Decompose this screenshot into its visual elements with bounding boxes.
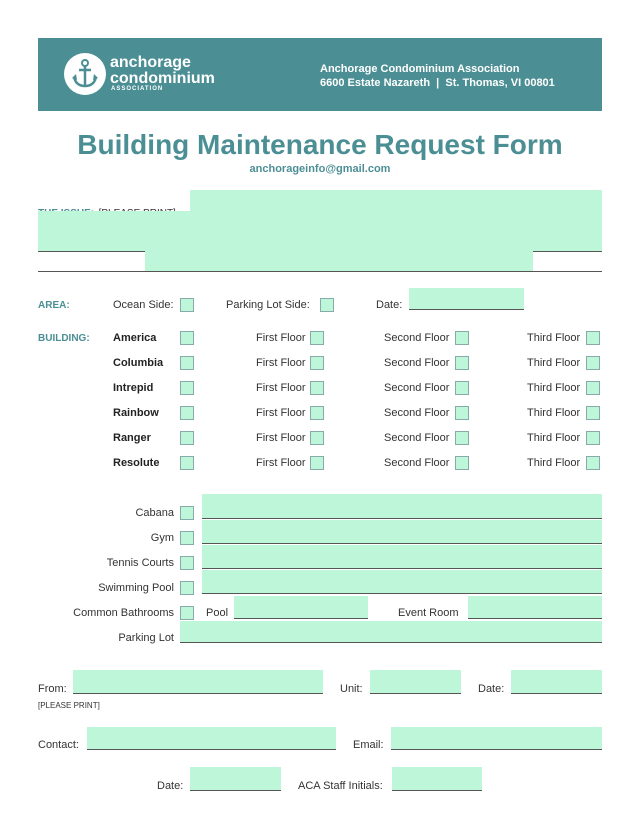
building-name: America (113, 332, 157, 344)
logo-text-condominium: condominium (110, 70, 215, 87)
swimming-pool-field[interactable] (202, 570, 602, 594)
issue-field-line-2[interactable] (38, 211, 602, 232)
tennis-courts-label: Tennis Courts (106, 557, 174, 569)
third-floor-checkbox[interactable] (586, 456, 600, 470)
first-floor-checkbox[interactable] (310, 456, 324, 470)
second-floor-checkbox[interactable] (455, 456, 469, 470)
issue-field-line-4-rule (38, 251, 602, 272)
from-hint: [PLEASE PRINT] (38, 701, 100, 710)
issue-field-line-1[interactable] (190, 190, 602, 212)
staff-date-field[interactable] (190, 767, 281, 791)
event-room-label: Event Room (398, 607, 459, 619)
staff-initials-label: ACA Staff Initials: (298, 780, 383, 792)
logo-text-anchorage: anchorage (110, 54, 191, 71)
first-floor-label: First Floor (256, 432, 306, 444)
third-floor-checkbox[interactable] (586, 431, 600, 445)
third-floor-checkbox[interactable] (586, 406, 600, 420)
common-bathrooms-checkbox[interactable] (180, 606, 194, 620)
second-floor-checkbox[interactable] (455, 331, 469, 345)
gym-field[interactable] (202, 520, 602, 544)
building-checkbox[interactable] (180, 331, 194, 345)
first-floor-label: First Floor (256, 457, 306, 469)
building-name: Rainbow (113, 407, 159, 419)
building-checkbox[interactable] (180, 381, 194, 395)
first-floor-label: First Floor (256, 357, 306, 369)
parking-lot-label: Parking Lot (118, 632, 174, 644)
parking-side-label: Parking Lot Side: (226, 299, 310, 311)
building-name: Resolute (113, 457, 160, 469)
third-floor-label: Third Floor (527, 332, 581, 344)
building-checkbox[interactable] (180, 431, 194, 445)
swimming-pool-checkbox[interactable] (180, 581, 194, 595)
third-floor-checkbox[interactable] (586, 331, 600, 345)
third-floor-checkbox[interactable] (586, 381, 600, 395)
building-checkbox[interactable] (180, 406, 194, 420)
parking-side-checkbox[interactable] (320, 298, 334, 312)
common-bathrooms-label: Common Bathrooms (73, 607, 174, 619)
first-floor-checkbox[interactable] (310, 431, 324, 445)
building-label: BUILDING: (38, 333, 90, 344)
from-field[interactable] (73, 670, 323, 694)
from-date-label: Date: (478, 683, 505, 695)
first-floor-label: First Floor (256, 332, 306, 344)
parking-lot-field[interactable] (180, 621, 602, 643)
unit-label: Unit: (340, 683, 363, 695)
event-room-field[interactable] (468, 596, 602, 619)
area-date-label: Date: (376, 299, 403, 311)
tennis-courts-field[interactable] (202, 545, 602, 569)
bathroom-pool-label: Pool (206, 607, 229, 619)
second-floor-label: Second Floor (384, 457, 450, 469)
third-floor-label: Third Floor (527, 432, 581, 444)
area-label: AREA: (38, 300, 70, 311)
email-label: Email: (353, 739, 384, 751)
first-floor-checkbox[interactable] (310, 331, 324, 345)
building-name: Ranger (113, 432, 151, 444)
first-floor-checkbox[interactable] (310, 356, 324, 370)
building-name: Columbia (113, 357, 164, 369)
org-name: Anchorage Condominium Association (320, 63, 520, 75)
second-floor-label: Second Floor (384, 382, 450, 394)
second-floor-checkbox[interactable] (455, 406, 469, 420)
contact-field[interactable] (87, 727, 336, 750)
org-address: 6600 Estate Nazareth | St. Thomas, VI 00801 (320, 77, 555, 89)
email-field[interactable] (391, 727, 602, 750)
third-floor-checkbox[interactable] (586, 356, 600, 370)
building-checkbox[interactable] (180, 456, 194, 470)
anchor-logo-icon (64, 53, 106, 95)
first-floor-label: First Floor (256, 382, 306, 394)
cabana-checkbox[interactable] (180, 506, 194, 520)
tennis-courts-checkbox[interactable] (180, 556, 194, 570)
area-date-field[interactable] (409, 288, 524, 310)
unit-field[interactable] (370, 670, 461, 694)
staff-initials-field[interactable] (392, 767, 482, 791)
first-floor-label: First Floor (256, 407, 306, 419)
contact-email: anchorageinfo@gmail.com (249, 163, 391, 175)
third-floor-label: Third Floor (527, 382, 581, 394)
second-floor-label: Second Floor (384, 407, 450, 419)
building-name: Intrepid (113, 382, 154, 394)
staff-date-label: Date: (157, 780, 184, 792)
building-checkbox[interactable] (180, 356, 194, 370)
second-floor-checkbox[interactable] (455, 431, 469, 445)
ocean-side-checkbox[interactable] (180, 298, 194, 312)
second-floor-checkbox[interactable] (455, 356, 469, 370)
gym-checkbox[interactable] (180, 531, 194, 545)
second-floor-checkbox[interactable] (455, 381, 469, 395)
third-floor-label: Third Floor (527, 357, 581, 369)
logo-text-association: ASSOCIATION (111, 86, 164, 92)
from-date-field[interactable] (511, 670, 602, 694)
from-label: From: (38, 683, 67, 695)
contact-label: Contact: (38, 739, 79, 751)
bathroom-pool-field[interactable] (234, 596, 368, 619)
third-floor-label: Third Floor (527, 407, 581, 419)
issue-field-line-3[interactable] (38, 231, 602, 252)
swimming-pool-label: Swimming Pool (98, 582, 174, 594)
second-floor-label: Second Floor (384, 432, 450, 444)
cabana-label: Cabana (135, 507, 174, 519)
first-floor-checkbox[interactable] (310, 381, 324, 395)
cabana-field[interactable] (202, 494, 602, 519)
third-floor-label: Third Floor (527, 457, 581, 469)
page-title: Building Maintenance Request Form (77, 129, 563, 160)
second-floor-label: Second Floor (384, 357, 450, 369)
ocean-side-label: Ocean Side: (113, 299, 174, 311)
second-floor-label: Second Floor (384, 332, 450, 344)
gym-label: Gym (150, 532, 174, 544)
first-floor-checkbox[interactable] (310, 406, 324, 420)
